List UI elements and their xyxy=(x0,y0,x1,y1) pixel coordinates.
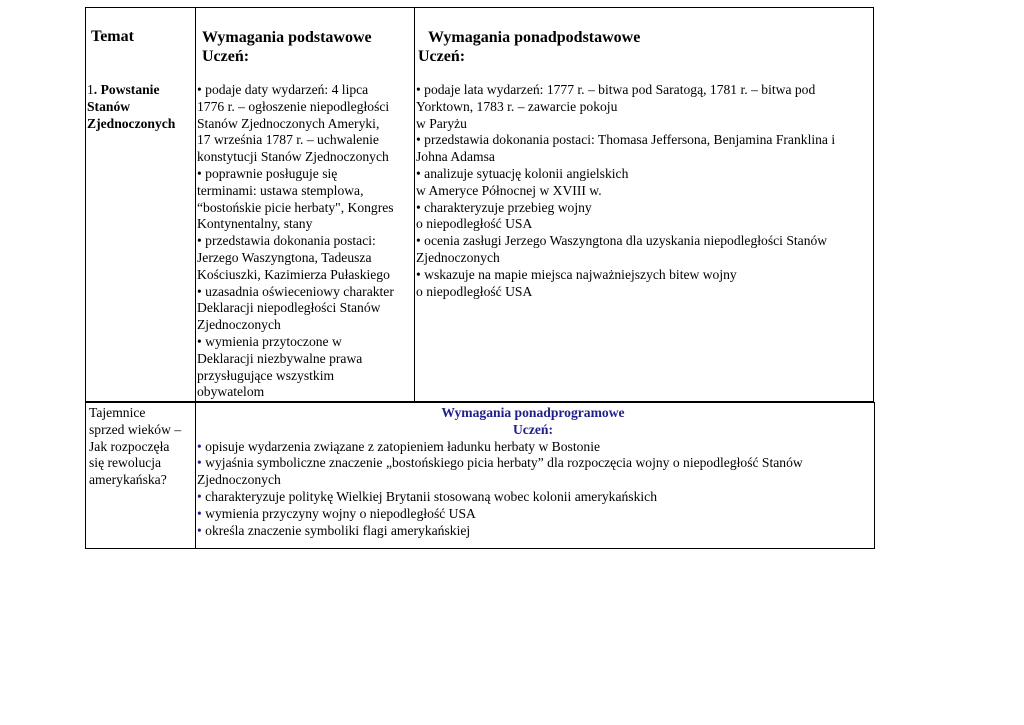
extra-requirement-item xyxy=(197,455,869,472)
advanced-requirement-line: • ocenia zasługi Jerzego Waszyngtona dla uzyskania niepodległości Stanów xyxy=(416,233,828,249)
header-advanced-sub: Uczeń: xyxy=(418,48,466,65)
basic-requirement-line: Deklaracji niepodległości Stanów xyxy=(197,300,381,316)
extra-topic-line: Jak rozpoczęła xyxy=(89,438,170,454)
basic-requirement-line: konstytucji Stanów Zjednoczonych xyxy=(197,149,389,165)
extra-requirement-item xyxy=(197,506,869,523)
extra-requirement-text: określa znaczenie symboliki flagi amerykańskiej xyxy=(205,522,471,538)
bullet-icon: • xyxy=(197,455,202,471)
advanced-requirement-line: w Paryżu xyxy=(416,115,467,131)
basic-requirement-line: • podaje daty wydarzeń: 4 lipca xyxy=(197,82,369,97)
extra-requirement-text: wymienia przyczyny wojny o niepodległość USA xyxy=(205,505,476,521)
topic-title-line: Stanów xyxy=(87,98,131,114)
basic-requirement-line: przysługujące wszystkim xyxy=(197,367,335,383)
extra-topic-line: sprzed wieków – xyxy=(89,421,182,437)
column-divider xyxy=(195,8,196,401)
advanced-requirement-line: • wskazuje na mapie miejsca najważniejszych bitew wojny xyxy=(416,266,737,282)
extra-requirement-item xyxy=(197,439,869,456)
basic-requirement-line: • uzasadnia oświeceniowy charakter xyxy=(197,283,394,299)
advanced-requirement-line: o niepodległość USA xyxy=(416,283,533,299)
extra-sub: Uczeń: xyxy=(512,421,553,437)
requirements-table xyxy=(85,7,874,402)
basic-requirement-line: obywatelom xyxy=(197,384,265,400)
basic-requirement-line: terminami: ustawa stemplowa, xyxy=(197,182,364,198)
extra-requirement-text: opisuje wydarzenia związane z zatopieniem ładunku herbaty w Bostonie xyxy=(205,438,601,454)
basic-requirement-line: 1776 r. – ogłoszenie niepodległości xyxy=(197,98,390,114)
basic-requirement-line: • poprawnie posługuje się xyxy=(197,165,338,181)
advanced-requirement-line: • charakteryzuje przebieg wojny xyxy=(416,199,592,215)
extra-topic-line: Tajemnice xyxy=(89,405,146,420)
extra-topic-line: amerykańska? xyxy=(89,472,167,488)
topic-title-line: Zjednoczonych xyxy=(87,115,176,131)
advanced-requirement-line: • podaje lata wydarzeń: 1777 r. – bitwa pod Saratogą, 1781 r. – bitwa pod xyxy=(416,82,816,97)
extra-requirement-item xyxy=(197,523,869,540)
extra-requirement-item xyxy=(197,489,869,506)
topic-title xyxy=(87,82,192,132)
basic-requirement-line: Kontynentalny, stany xyxy=(197,216,313,232)
basic-requirement-line: Kościuszki, Kazimierza Pułaskiego xyxy=(197,266,390,282)
extra-requirements-table xyxy=(85,402,875,549)
basic-requirement-line: Zjednoczonych xyxy=(197,317,281,333)
basic-requirement-line: Stanów Zjednoczonych Ameryki, xyxy=(197,115,380,131)
basic-requirement-line: Deklaracji niezbywalne prawa xyxy=(197,350,363,366)
advanced-requirement-line: • analizuje sytuację kolonii angielskich xyxy=(416,165,629,181)
header-basic-sub: Uczeń: xyxy=(202,48,250,65)
header-advanced xyxy=(418,28,640,66)
advanced-requirement-line: o niepodległość USA xyxy=(416,216,533,232)
basic-requirement-line: • przedstawia dokonania postaci: xyxy=(197,233,376,249)
advanced-requirement-line: • przedstawia dokonania postaci: Thomasa Jeffersona, Benjamina Franklina i xyxy=(416,132,836,148)
advanced-requirement-line: Zjednoczonych xyxy=(416,249,500,265)
basic-requirements xyxy=(197,82,415,401)
topic-number: 1 xyxy=(87,82,94,97)
bullet-icon: • xyxy=(197,505,202,521)
header-advanced-title: Wymagania ponadpodstawowe xyxy=(428,29,641,46)
advanced-requirement-line: Yorktown, 1783 r. – zawarcie pokoju xyxy=(416,98,618,114)
bullet-icon: • xyxy=(197,522,202,538)
bullet-icon: • xyxy=(197,438,202,454)
advanced-requirement-line: Johna Adamsa xyxy=(416,149,495,165)
header-basic-title: Wymagania podstawowe xyxy=(202,29,372,46)
extra-title: Wymagania ponadprogramowe xyxy=(441,405,625,420)
header-temat: Temat xyxy=(91,28,134,45)
basic-requirement-line: Jerzego Waszyngtona, Tadeusza xyxy=(197,249,372,265)
topic-title-line: . Powstanie xyxy=(93,82,160,97)
extra-requirements xyxy=(197,405,869,539)
basic-requirement-line: 17 września 1787 r. – uchwalenie xyxy=(197,132,379,148)
bullet-icon: • xyxy=(197,488,202,504)
header-basic xyxy=(202,28,372,66)
basic-requirement-line: “bostońskie picie herbaty", Kongres xyxy=(197,199,394,215)
extra-topic xyxy=(89,405,189,489)
extra-requirement-text: charakteryzuje politykę Wielkiej Brytanii stosowaną wobec kolonii amerykańskich xyxy=(205,488,657,504)
advanced-requirement-line: w Ameryce Północnej w XVIII w. xyxy=(416,182,602,198)
extra-requirement-text: Zjednoczonych xyxy=(197,472,281,488)
extra-topic-line: się rewolucja xyxy=(89,455,162,471)
basic-requirement-line: • wymienia przytoczone w xyxy=(197,333,342,349)
column-divider xyxy=(195,403,196,548)
extra-requirement-text: wyjaśnia symboliczne znaczenie „bostońskiego picia herbaty” dla rozpoczęcia wojny o niepodległość Stanów xyxy=(205,455,803,471)
extra-requirement-item xyxy=(197,472,869,489)
advanced-requirements xyxy=(416,82,874,300)
